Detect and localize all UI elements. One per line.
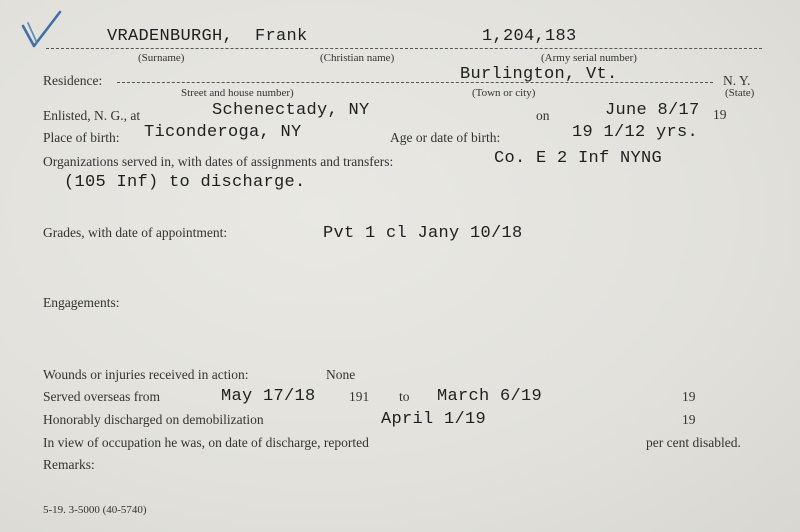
grades-value: Pvt 1 cl Jany 10/18 xyxy=(323,224,523,243)
town-label: (Town or city) xyxy=(472,87,536,99)
name-rule xyxy=(46,48,762,49)
town-value: Burlington, Vt. xyxy=(460,65,618,84)
remarks-label: Remarks: xyxy=(43,457,95,472)
occupation-label: In view of occupation he was, on date of discharge, reported xyxy=(43,435,369,450)
form-number: 5-19. 3-5000 (40-5740) xyxy=(43,504,147,516)
wounds-value: None xyxy=(326,367,356,382)
street-label: Street and house number) xyxy=(181,87,294,99)
surname-value: VRADENBURGH, xyxy=(107,27,234,46)
checkmark-icon xyxy=(20,10,66,52)
state-value: N. Y. xyxy=(723,73,751,88)
organization-line2-value: (105 Inf) to discharge. xyxy=(64,173,306,192)
on-label: on xyxy=(536,108,550,123)
overseas-from-value: May 17/18 xyxy=(221,387,316,406)
birth-place-label: Place of birth: xyxy=(43,130,120,145)
christian-name-label: (Christian name) xyxy=(320,52,395,64)
enlisted-date-value: June 8/17 xyxy=(605,101,700,120)
engagements-label: Engagements: xyxy=(43,295,120,310)
overseas-to-label: to xyxy=(399,389,410,404)
grades-label: Grades, with date of appointment: xyxy=(43,225,228,240)
age-label: Age or date of birth: xyxy=(390,130,501,145)
overseas-to-year-label: 19 xyxy=(682,389,696,404)
christian-name-value: Frank xyxy=(255,27,308,46)
discharged-date-value: April 1/19 xyxy=(381,410,487,429)
enlisted-year-label: 19 xyxy=(713,107,727,122)
residence-label: Residence: xyxy=(43,73,103,88)
organization-line1-value: Co. E 2 Inf NYNG xyxy=(494,149,663,168)
enlisted-place-value: Schenectady, NY xyxy=(212,101,370,120)
overseas-to-value: March 6/19 xyxy=(437,387,543,406)
state-label: (State) xyxy=(725,87,755,99)
disabled-label: per cent disabled. xyxy=(646,435,741,450)
serial-number-value: 1,204,183 xyxy=(482,27,577,46)
overseas-year-label: 191 xyxy=(349,389,370,404)
organizations-label: Organizations served in, with dates of assignments and transfers: xyxy=(43,154,394,169)
enlisted-label: Enlisted, N. G., at xyxy=(43,108,141,123)
discharged-label: Honorably discharged on demobilization xyxy=(43,412,264,427)
age-value: 19 1/12 yrs. xyxy=(572,123,699,142)
wounds-label: Wounds or injuries received in action: xyxy=(43,367,249,382)
serial-number-label: (Army serial number) xyxy=(541,52,637,64)
surname-label: (Surname) xyxy=(138,52,185,64)
served-overseas-label: Served overseas from xyxy=(43,389,160,404)
birth-place-value: Ticonderoga, NY xyxy=(144,123,302,142)
residence-rule xyxy=(117,82,713,83)
discharged-year-label: 19 xyxy=(682,412,696,427)
